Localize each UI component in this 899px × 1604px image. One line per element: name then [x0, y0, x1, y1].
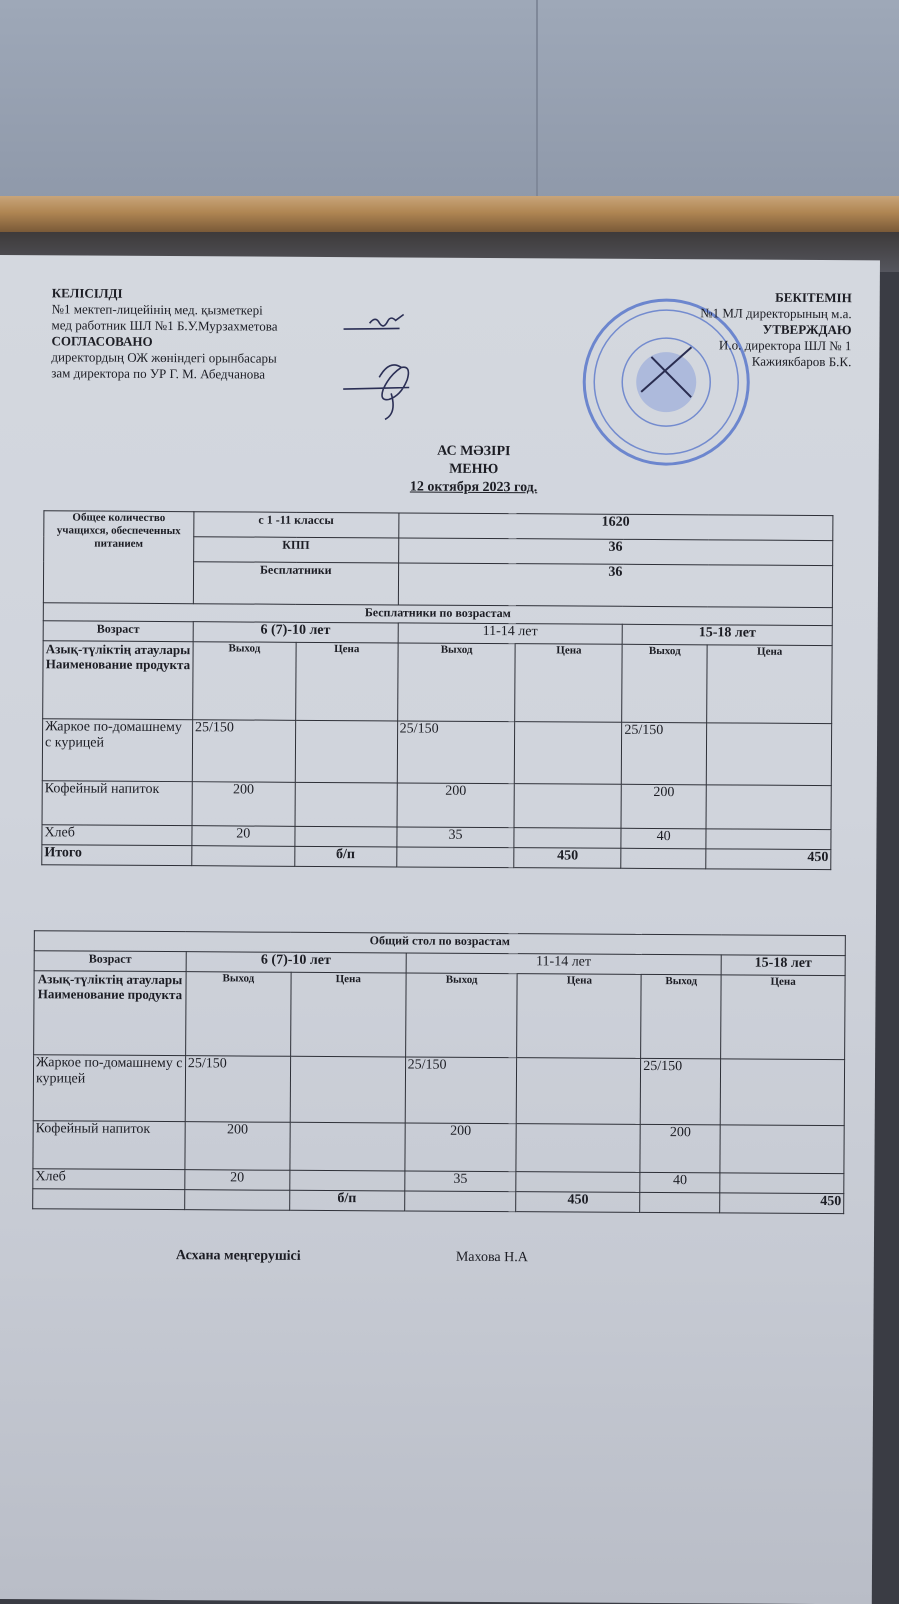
footer-name: Махова Н.А: [455, 1249, 528, 1266]
age-group: 15-18 лет: [721, 955, 845, 976]
product-out: 25/150: [405, 1057, 517, 1124]
total-empty: [640, 1192, 720, 1212]
total-value: 450: [514, 848, 621, 869]
total-value: 450: [720, 1193, 844, 1214]
product-price: [516, 1124, 640, 1173]
col-price: Цена: [295, 642, 397, 721]
product-out: 25/150: [185, 1056, 290, 1123]
product-price: [290, 1170, 405, 1191]
product-out: 35: [404, 1171, 516, 1192]
product-price: [706, 723, 831, 786]
product-out: 25/150: [622, 722, 707, 785]
total-empty: [185, 1190, 290, 1211]
product-out: 25/150: [640, 1058, 720, 1124]
product-price: [295, 826, 397, 847]
title-date: 12 октября 2023 год.: [409, 479, 538, 496]
col-out: Выход: [622, 644, 707, 723]
agreed-kz: КЕЛІСІЛДІ: [51, 285, 123, 301]
col-price: Цена: [721, 975, 845, 1060]
summary-row-label: с 1 -11 классы: [194, 512, 399, 538]
menu-document: [0, 255, 880, 1604]
age-group: 6 (7)-10 лет: [186, 952, 406, 973]
col-out: Выход: [185, 972, 290, 1057]
total-value: б/п: [295, 846, 397, 867]
header-left-line1: №1 мектеп-лицейінің мед. қызметкері: [51, 301, 263, 318]
product-out: 35: [396, 827, 514, 848]
summary-row-value: 1620: [398, 513, 833, 541]
signature-deputy: [339, 349, 449, 422]
header-right: [639, 289, 851, 370]
age-group: 11-14 лет: [398, 623, 623, 644]
age-label: Возраст: [34, 951, 186, 972]
product-price: [290, 1122, 405, 1171]
product-price: [295, 720, 397, 783]
product-out: 20: [185, 1170, 290, 1191]
col-out: Выход: [193, 642, 296, 721]
document-title: [379, 442, 569, 497]
product-name: Жаркое по-домашнему с курицей: [42, 719, 192, 782]
free-meals-table: [41, 510, 833, 870]
table1-caption: Бесплатники по возрастам: [43, 603, 832, 626]
total-value: б/п: [289, 1190, 404, 1211]
total-empty: [33, 1189, 185, 1210]
summary-row-value: 36: [398, 538, 833, 566]
agreed-ru: СОГЛАСОВАНО: [51, 333, 153, 349]
col-price: Цена: [290, 972, 405, 1057]
age-group: 6 (7)-10 лет: [193, 622, 398, 643]
col-price: Цена: [707, 645, 832, 724]
col-price: Цена: [515, 644, 622, 723]
wooden-ledge: [0, 196, 899, 232]
product-price: [515, 722, 622, 785]
summary-row-label: КПП: [194, 537, 399, 563]
product-price: [514, 828, 621, 849]
title-kz: АС МӘЗІРІ: [437, 443, 511, 460]
product-price: [516, 1172, 640, 1193]
product-price: [720, 1059, 844, 1126]
product-price: [720, 1125, 844, 1174]
product-out: 200: [404, 1123, 516, 1172]
approve-kz: БЕКІТЕМІН: [775, 289, 852, 306]
col-price: Цена: [517, 974, 641, 1059]
product-price: [517, 1058, 641, 1125]
product-name: Жаркое по-домашнему с курицей: [33, 1055, 185, 1122]
header-right-line3: Кажиякбаров Б.К.: [751, 353, 852, 370]
product-out: 200: [192, 782, 295, 827]
product-name: Хлеб: [33, 1169, 185, 1190]
wall-seam: [536, 0, 538, 198]
product-name: Кофейный напиток: [42, 781, 192, 826]
col-out: Выход: [641, 974, 721, 1058]
product-price: [720, 1173, 844, 1194]
product-out: 200: [397, 783, 515, 828]
product-price: [706, 785, 831, 830]
product-out: 25/150: [397, 721, 515, 784]
title-ru: МЕНЮ: [449, 461, 499, 478]
product-out: 200: [640, 1124, 720, 1172]
col-out: Выход: [405, 973, 517, 1058]
product-price: [290, 1056, 405, 1123]
summary-label: Общее количество учащихся, обеспеченных питанием: [43, 511, 193, 604]
total-value: 450: [516, 1192, 640, 1213]
header-left-line2: мед работник ШЛ №1 Б.У.Мурзахметова: [51, 317, 278, 334]
header-left-line3: директордың ОЖ жөніндегі орынбасары: [51, 349, 277, 366]
header-left-line4: зам директора по УР Г. М. Абедчанова: [51, 365, 266, 382]
product-header: Азық-түліктің атаулары Наименование продукта: [43, 641, 193, 720]
product-price: [706, 829, 831, 850]
approve-ru: УТВЕРЖДАЮ: [762, 321, 852, 338]
header-right-line2: И.о. директора ШЛ № 1: [718, 337, 852, 354]
total-empty: [621, 848, 706, 869]
total-empty: [396, 847, 514, 868]
product-out: 20: [192, 826, 295, 847]
total-value: 450: [706, 849, 831, 870]
footer-role: Асхана меңгерушісі: [175, 1248, 301, 1264]
header-left: [51, 285, 382, 383]
age-group: 15-18 лет: [622, 624, 832, 645]
total-empty: [192, 846, 295, 867]
summary-row-label: Бесплатники: [193, 562, 398, 605]
product-out: 40: [640, 1172, 720, 1192]
signature-medical: [340, 309, 440, 336]
product-price: [295, 782, 397, 827]
product-name: Кофейный напиток: [33, 1121, 185, 1170]
common-table: [32, 930, 846, 1214]
age-label: Возраст: [43, 621, 193, 642]
total-empty: [404, 1191, 516, 1212]
product-out: 25/150: [192, 720, 295, 783]
product-out: 200: [621, 784, 706, 829]
product-out: 40: [621, 828, 706, 849]
product-price: [514, 784, 621, 829]
product-name: Хлеб: [42, 825, 192, 846]
background-wall: [0, 0, 899, 200]
summary-row-value: 36: [398, 563, 833, 608]
product-out: 200: [185, 1122, 290, 1171]
table2-caption: Общий стол по возрастам: [34, 931, 845, 956]
col-out: Выход: [397, 643, 515, 722]
age-group: 11-14 лет: [406, 953, 722, 975]
header-right-line1: №1 МЛ директорының м.а.: [700, 305, 852, 322]
product-header: Азық-түліктің атаулары Наименование продукта: [34, 971, 186, 1056]
total-label: Итого: [42, 845, 192, 866]
